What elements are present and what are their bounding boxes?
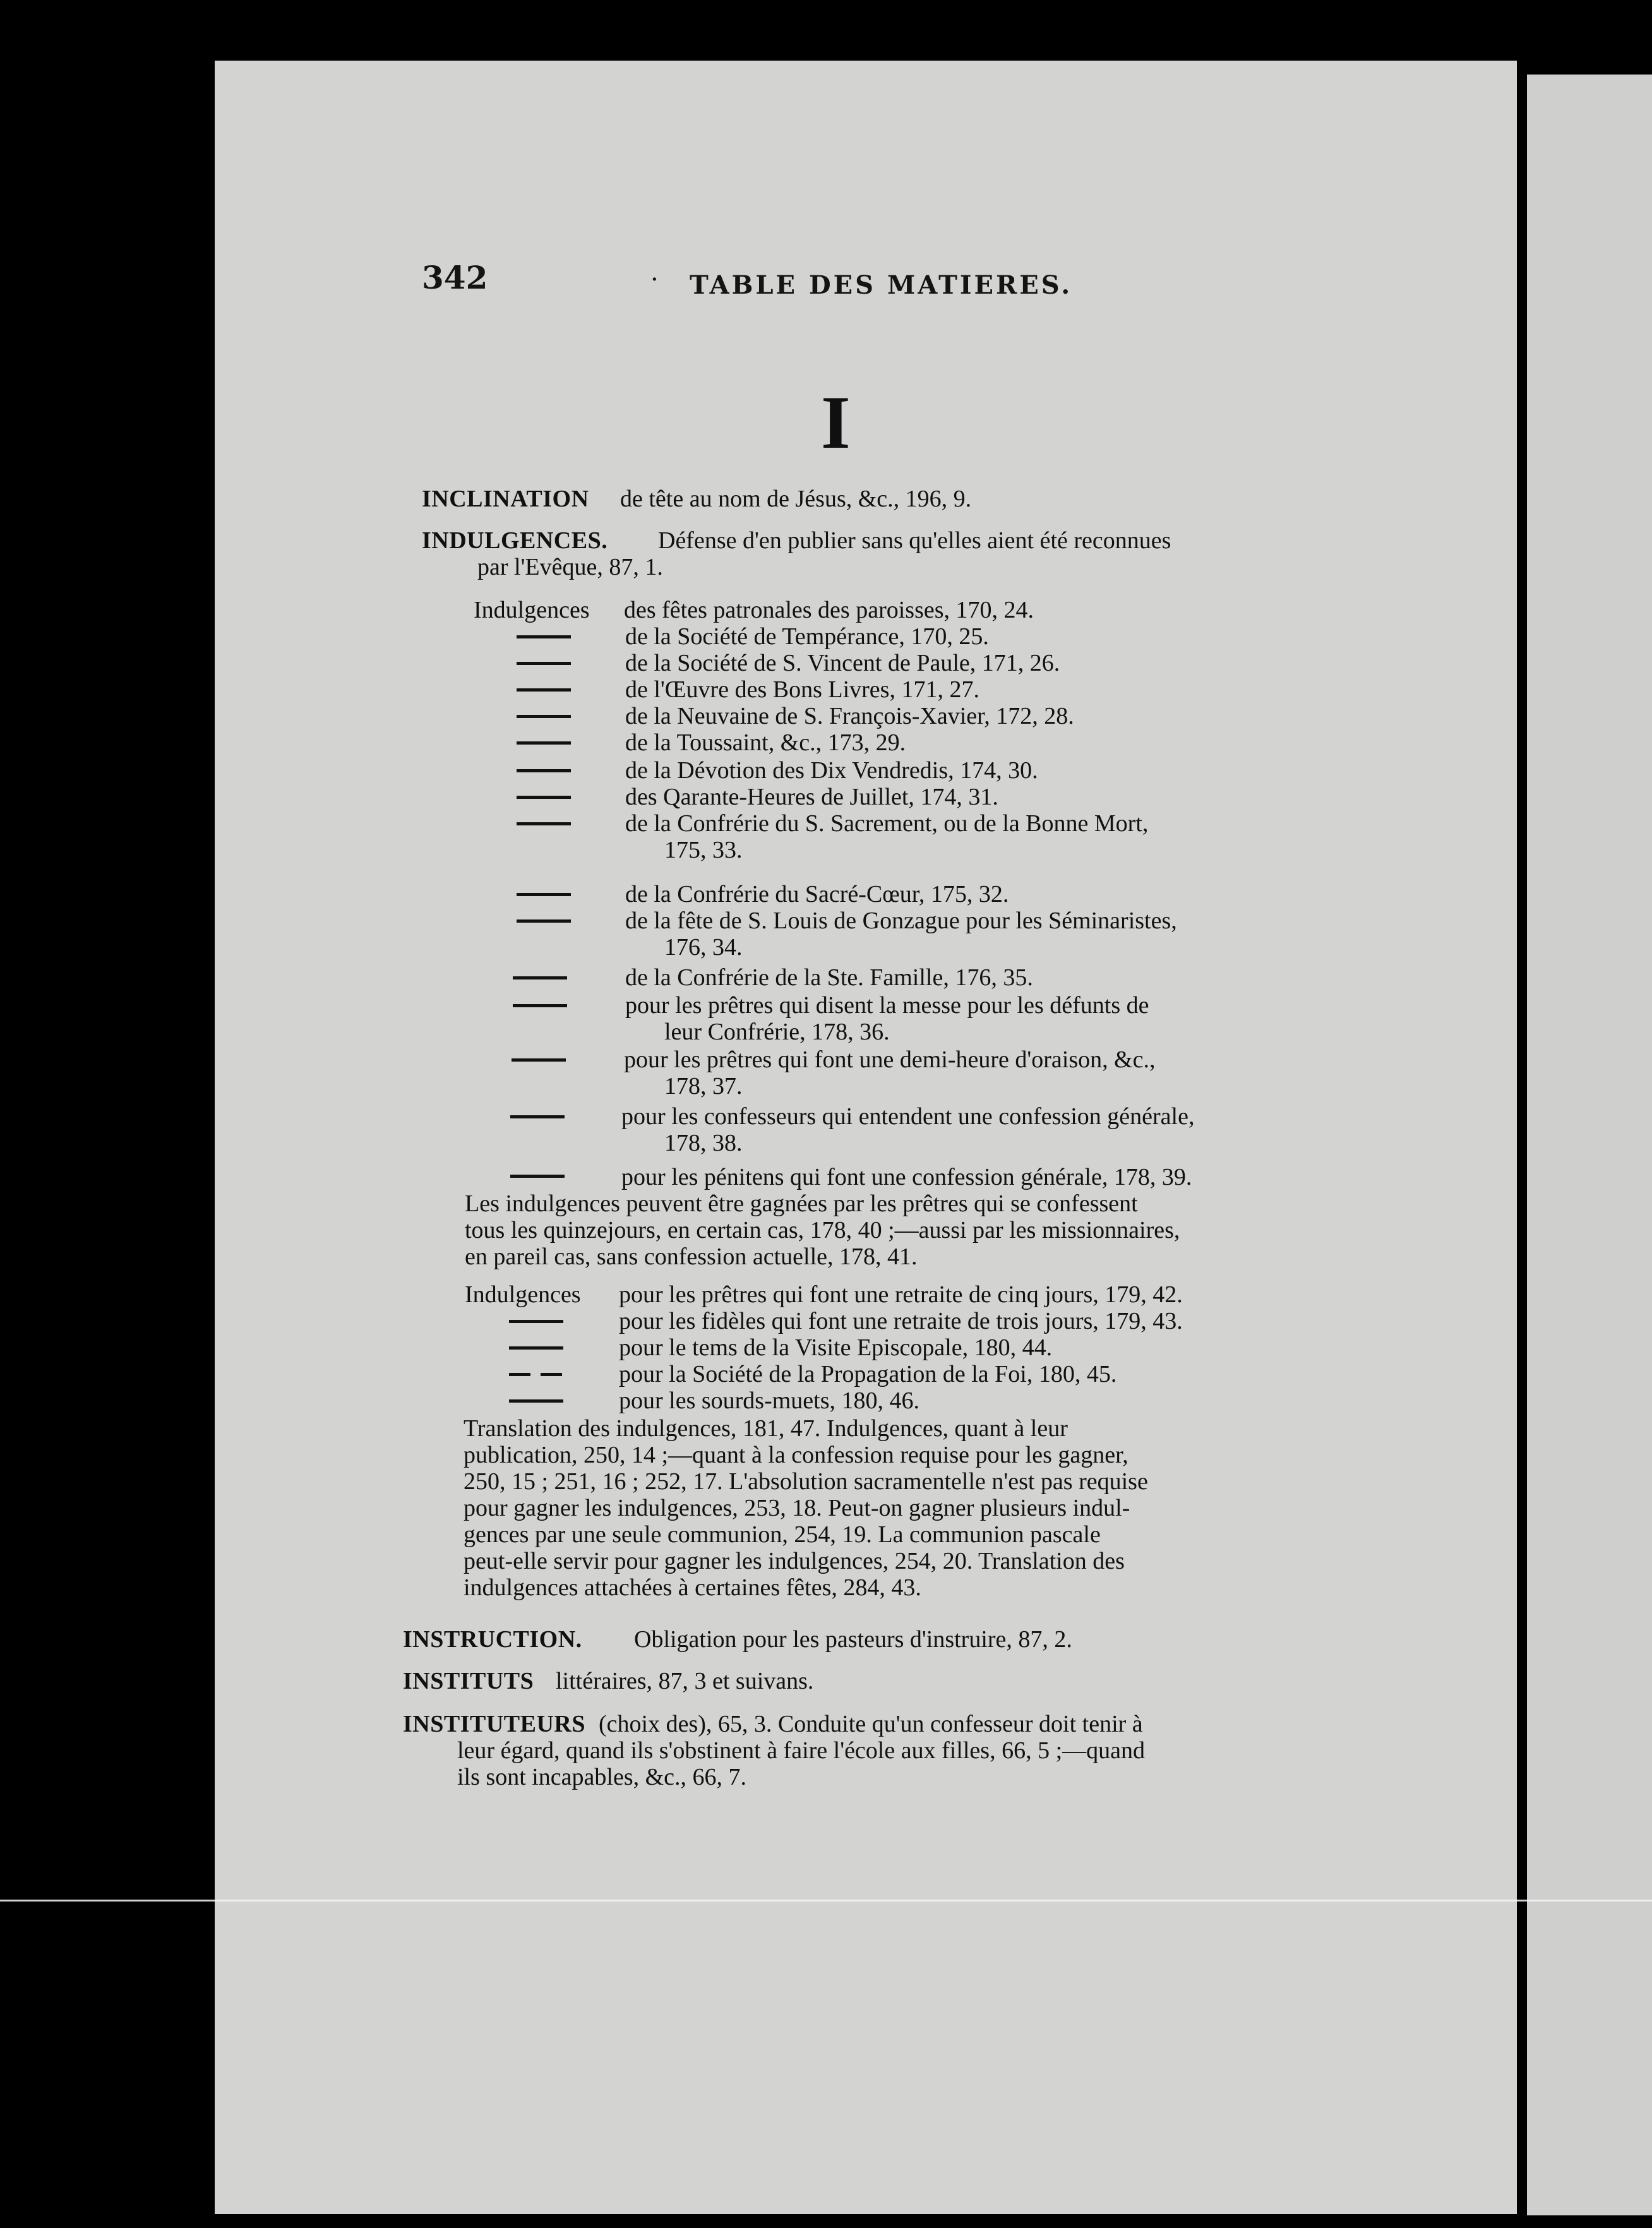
- entry-head: INSTRUCTION.: [403, 1626, 582, 1653]
- ditto-dash: [517, 769, 571, 772]
- entry-text: des fêtes patronales des paroisses, 170, 24.: [624, 597, 1034, 623]
- ditto-dash: [517, 662, 571, 665]
- entry-instituts: [0, 1663, 1652, 1699]
- entry-text: 175, 33.: [664, 837, 743, 863]
- entry-text: pour les fidèles qui font une retraite de trois jours, 179, 43.: [619, 1308, 1183, 1334]
- scan-artifact-line: [0, 1900, 1652, 1902]
- ditto-dash: [517, 796, 571, 799]
- ditto-dash: [517, 688, 571, 692]
- entry-text: 250, 15 ; 251, 16 ; 252, 17. L'absolution sacramentelle n'est pas requise: [464, 1468, 1148, 1495]
- entry-text: tous les quinzejours, en certain cas, 178, 40 ;—aussi par les missionnaires,: [465, 1217, 1180, 1243]
- ditto-dash: [509, 1399, 563, 1403]
- entry-text: publication, 250, 14 ;—quant à la confession requise pour les gagner,: [464, 1442, 1128, 1468]
- entry-head: INCLINATION: [422, 486, 589, 512]
- ditto-dash: [517, 715, 571, 718]
- entry-text: de l'Œuvre des Bons Livres, 171, 27.: [625, 676, 979, 703]
- entry-text: littéraires, 87, 3 et suivans.: [556, 1668, 814, 1694]
- entry-head: INDULGENCES.: [422, 527, 608, 554]
- entry-text: de la Confrérie du S. Sacrement, ou de la Bonne Mort,: [625, 810, 1149, 837]
- entry-text: pour le tems de la Visite Episcopale, 180, 44.: [619, 1334, 1053, 1361]
- entry-text: de tête au nom de Jésus, &c., 196, 9.: [620, 486, 972, 512]
- entry-text: pour les confesseurs qui entendent une confession générale,: [621, 1103, 1195, 1130]
- entry-text: de la Confrérie du Sacré-Cœur, 175, 32.: [625, 881, 1009, 907]
- entry-text: 178, 38.: [664, 1130, 743, 1156]
- entry-line: [0, 1125, 1652, 1161]
- entry-line: [0, 549, 1652, 585]
- entry-text: pour la Société de la Propagation de la Foi, 180, 45.: [619, 1361, 1117, 1387]
- entry-instruction: [0, 1622, 1652, 1657]
- ditto-dash: [517, 741, 571, 745]
- entry-line: [0, 1570, 1652, 1605]
- entry-text: de la Société de Tempérance, 170, 25.: [625, 623, 989, 650]
- entry-text: en pareil cas, sans confession actuelle, 178, 41.: [465, 1243, 918, 1270]
- entry-head: INSTITUTS: [403, 1668, 534, 1694]
- entry-text: pour les prêtres qui disent la messe pour les défunts de: [625, 992, 1149, 1019]
- ditto-dash: [512, 1058, 566, 1062]
- entry-text: 178, 37.: [664, 1073, 743, 1099]
- header-dot: ·: [650, 265, 659, 294]
- entry-head: INSTITUTEURS: [403, 1711, 585, 1737]
- ditto-dash: [510, 1175, 565, 1178]
- entry-subhead: Indulgences: [465, 1281, 581, 1308]
- entry-line: [0, 832, 1652, 868]
- entry-text: de la fête de S. Louis de Gonzague pour les Séminaristes,: [625, 907, 1177, 934]
- entry-text: (choix des), 65, 3. Conduite qu'un confesseur doit tenir à: [599, 1711, 1143, 1737]
- entry-text: pour les prêtres qui font une demi-heure d'oraison, &c.,: [624, 1046, 1156, 1073]
- entry-text: Obligation pour les pasteurs d'instruire, 87, 2.: [634, 1626, 1072, 1653]
- entry-text: Les indulgences peuvent être gagnées par les prêtres qui se confessent: [465, 1190, 1138, 1217]
- ditto-dash: [509, 1320, 563, 1323]
- ditto-dash: [517, 635, 571, 638]
- entry-inclination: [0, 481, 1652, 517]
- ditto-dash: [517, 919, 571, 923]
- entry-text: de la Toussaint, &c., 173, 29.: [625, 729, 906, 756]
- entry-text: pour les pénitens qui font une confession générale, 178, 39.: [621, 1164, 1192, 1190]
- entry-text: de la Société de S. Vincent de Paule, 171, 26.: [625, 650, 1060, 676]
- entry-text: indulgences attachées à certaines fêtes, 284, 43.: [464, 1574, 921, 1601]
- ditto-dash: [513, 976, 567, 979]
- ditto-dash: [517, 822, 571, 825]
- entry-text: 176, 34.: [664, 934, 743, 961]
- section-letter: I: [821, 380, 851, 464]
- entry-line: [0, 1759, 1652, 1795]
- entry-text: de la Confrérie de la Ste. Famille, 176, 35.: [625, 964, 1033, 991]
- entry-line: [0, 1239, 1652, 1274]
- ditto-dash: [517, 893, 571, 896]
- ditto-dash: [541, 1373, 562, 1376]
- entry-text: Translation des indulgences, 181, 47. Indulgences, quant à leur: [464, 1415, 1068, 1442]
- ditto-dash: [509, 1346, 563, 1350]
- entry-text: leur Confrérie, 178, 36.: [664, 1019, 890, 1045]
- entry-text: par l'Evêque, 87, 1.: [477, 554, 663, 580]
- entry-text: leur égard, quand ils s'obstinent à faire l'école aux filles, 66, 5 ;—quand: [457, 1737, 1145, 1764]
- entry-subhead: Indulgences: [474, 597, 590, 623]
- entry-text: ils sont incapables, &c., 66, 7.: [457, 1764, 747, 1790]
- entry-text: des Qarante-Heures de Juillet, 174, 31.: [625, 784, 998, 810]
- running-title: TABLE DES MATIERES.: [690, 270, 1073, 300]
- ditto-dash: [509, 1373, 530, 1376]
- ditto-dash: [510, 1115, 565, 1118]
- entry-text: gences par une seule communion, 254, 19. La communion pascale: [464, 1521, 1101, 1548]
- ditto-dash: [513, 1004, 567, 1007]
- entry-text: pour les sourds-muets, 180, 46.: [619, 1387, 920, 1414]
- page-number: 342: [422, 259, 488, 296]
- entry-text: pour gagner les indulgences, 253, 18. Peut-on gagner plusieurs indul-: [464, 1495, 1130, 1521]
- entry-text: de la Dévotion des Dix Vendredis, 174, 30.: [625, 757, 1038, 784]
- entry-text: Défense d'en publier sans qu'elles aient été reconnues: [658, 527, 1171, 554]
- entry-text: pour les prêtres qui font une retraite de cinq jours, 179, 42.: [619, 1281, 1183, 1308]
- entry-text: de la Neuvaine de S. François-Xavier, 172, 28.: [625, 703, 1074, 729]
- entry-text: peut-elle servir pour gagner les indulgences, 254, 20. Translation des: [464, 1548, 1125, 1574]
